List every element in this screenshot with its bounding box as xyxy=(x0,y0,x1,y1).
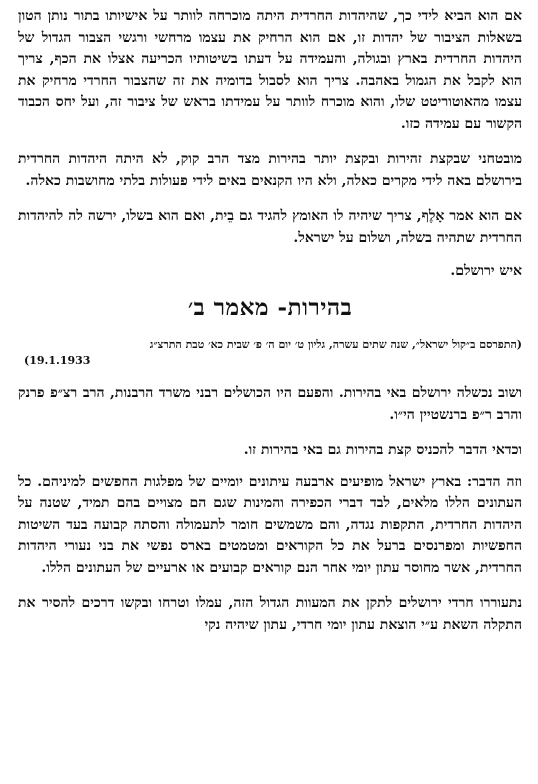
paragraph-7: נתעוררו חרדי ירושלים לתקן את המעוות הגדול הזה, עמלו וטרחו ובקשו דרכים להסיר את התקלה השאת ע״י הוצאת עתון יומי חרדי, עתון שיהיה נקי xyxy=(18,595,522,633)
document-page xyxy=(18,6,522,650)
author-signature: איש ירושלם. xyxy=(450,263,522,279)
publication-source: (התפרסם ב״קול ישראל״, שנה שתים עשרה, גליון ט׳ יום ה׳ פ׳ שבית כא׳ טבת התרצ״ג xyxy=(149,338,522,351)
publication-note xyxy=(18,337,522,369)
article-title: בהירות- מאמר ב׳ xyxy=(187,294,353,321)
paragraph-2: מובטחני שבקצת זהירות ובקצת יותר בהירות מצד הרב קוק, לא היתה היהדות החרדית בירושלם באה לידי מקרים כאלה, ולא היו הקנאים באים לידי פעולות בלתי מחושבות כאלה. xyxy=(18,151,522,189)
paragraph-1: אם הוא הביא לידי כך, שהיהדות החרדית היתה מוכרחה לוותר על אישיותו בתור נותן הטון בשאלות הציבור של יהדות זו, אם הוא הרחיק את עצמו מרחשי ורגשי הצבור הגדול של היהדות החרדית בארץ ובגולה, והעמידה על דעתו בשיטותיו הכריעה אצלו את הכף, צריך הוא לקבל את הגמול באהבה. צריך הוא לסבול בדומיה את זה שהצבור החרדי מרחיק את עצמו מהאוטוריטט שלו, והוא מוכרח לוותר על עמידתו בראש של ציבור זה, ועל יחס הכבוד הקשור עם עמידה כזו. xyxy=(18,8,522,132)
paragraph-4: ושוב נכשלה ירושלם באי בהירות. והפעם היו הכושלים רבני משרד הרבנות, הרב רצ״פ פרנק והרב ר״פ ברנשטיין הי״ו. xyxy=(18,385,522,423)
paragraph-6: וזה הדבר: בארץ ישראל מופיעים ארבעה עיתונים יומיים של מפלגות החפשים למיניהם. כל העתונים הללו מלאים, לבד דברי הכפירה והמינות שגם הם מצויים בהם תמיד, שטנה על היהדות החרדית, התקפות נגדה, והם משמשים חומר לתעמולה והסתה קבועה בעד השיטות החפשיות ומפרנסים ברעל את כל הקוראים ומטמטים בארס נפשי את בני נעורי היהדות החרדית, אשר מחוסר עתון יומי אחר הנם קוראים קבועים או ארעיים של העתונים הללו. xyxy=(18,473,522,576)
paragraph-5: וכדאי הדבר להכניס קצת בהירות גם באי בהירות זו. xyxy=(243,442,522,458)
paragraph-3: אם הוא אמר אָלֶף, צריך שיהיה לו האומץ להגיד גם בֵית, ואם הוא בשלו, ירשה לה להיהדות החרדית שתהיה בשלה, ושלום על ישראל. xyxy=(18,208,522,246)
publication-date: 19.1.1933) xyxy=(24,354,91,367)
